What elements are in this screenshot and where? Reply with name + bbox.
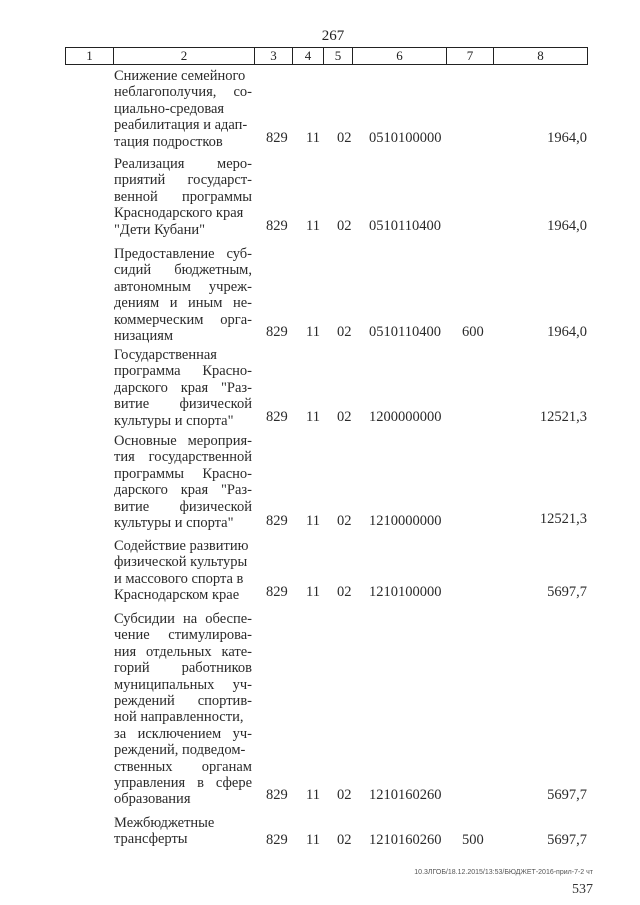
description-line: ния отдельных кате- [114,643,252,660]
description-line: программы Красно- [114,465,252,482]
description-line: реабилитация и адап- [114,117,248,134]
target-article-code: 1210160260 [369,787,442,803]
description-line: культуры и спорта" [114,412,234,429]
description-line: физической культуры [114,554,248,571]
amount: 1964,0 [547,218,587,234]
description-line: реждений, подведом- [114,742,246,759]
description-line: за исключением уч- [114,725,252,742]
ministry-code: 829 [266,218,288,234]
column-number-header [65,47,588,65]
description-line: программа Красно- [114,363,252,380]
row-description [114,538,252,604]
ministry-code: 829 [266,324,288,340]
description-line: приятий государст- [114,172,252,189]
description-line: венной программы [114,188,252,205]
column-number-5: 5 [324,48,353,65]
expense-type-code: 500 [462,832,484,848]
row-description [114,156,252,238]
target-article-code: 0510100000 [369,130,442,146]
section-code: 11 [306,584,320,600]
description-line: реждений спортив- [114,693,252,710]
description-line: дениям и иным не- [114,295,252,312]
description-line: Снижение семейного [114,68,246,84]
target-article-code: 1210160260 [369,832,442,848]
amount: 1964,0 [547,130,587,146]
row-description [114,815,252,848]
ministry-code: 829 [266,787,288,803]
section-code: 11 [306,130,320,146]
column-number-6: 6 [353,48,447,65]
description-line: Краснодарского края [114,205,244,222]
column-number-1: 1 [66,48,114,65]
description-line: горий работников [114,660,252,677]
column-number-4: 4 [293,48,324,65]
description-line: культуры и спорта" [114,515,234,532]
section-code: 11 [306,513,320,529]
subsection-code: 02 [337,832,352,848]
description-line: витие физической [114,396,252,413]
amount: 5697,7 [547,584,587,600]
footer-stamp: 10.3ЛГОБ/18.12.2015/13:53/БЮДЖЕТ-2016-прил-7-2 чт [414,869,593,876]
column-number-7: 7 [447,48,494,65]
description-line: Государственная [114,347,217,363]
page-number-top: 267 [321,28,345,44]
description-line: образования [114,791,191,808]
ministry-code: 829 [266,832,288,848]
subsection-code: 02 [337,787,352,803]
description-line: Реализация меро- [114,156,252,172]
description-line: и массового спорта в [114,570,244,587]
description-line: Краснодарском крае [114,587,240,604]
description-line: трансферты [114,831,188,848]
description-line: неблагополучия, со- [114,84,252,101]
description-line: Предоставление суб- [114,246,252,262]
description-line: чение стимулирова- [114,627,252,644]
row-description [114,611,252,808]
description-line: дарского края "Раз- [114,482,252,499]
ministry-code: 829 [266,409,288,425]
target-article-code: 0510110400 [369,324,441,340]
description-line: Субсидии на обеспе- [114,611,252,627]
section-code: 11 [306,787,320,803]
row-description [114,246,252,344]
description-line: тация подростков [114,133,223,150]
row-description [114,68,252,150]
description-line: Межбюджетные [114,815,215,831]
description-line: ной направленности, [114,709,244,726]
column-number-3: 3 [255,48,293,65]
description-line: сидий бюджетным, [114,262,252,279]
section-code: 11 [306,218,320,234]
column-number-8: 8 [494,48,588,65]
description-line: ственных органам [114,758,252,775]
target-article-code: 1200000000 [369,409,442,425]
ministry-code: 829 [266,513,288,529]
amount: 5697,7 [547,787,587,803]
section-code: 11 [306,832,320,848]
description-line: Содействие развитию [114,538,249,554]
subsection-code: 02 [337,130,352,146]
subsection-code: 02 [337,513,352,529]
subsection-code: 02 [337,324,352,340]
description-line: Основные мероприя- [114,433,252,449]
description-line: "Дети Кубани" [114,221,206,238]
description-line: автономным учреж- [114,278,252,295]
amount: 5697,7 [547,832,587,848]
description-line: муниципальных уч- [114,676,252,693]
row-description [114,433,252,531]
page-number-bottom: 537 [572,882,593,897]
amount: 1964,0 [547,324,587,340]
amount: 12521,3 [539,511,587,527]
target-article-code: 0510110400 [369,218,441,234]
amount: 12521,3 [539,409,587,425]
ministry-code: 829 [266,584,288,600]
description-line: коммерческим орга- [114,311,252,328]
description-line: низациям [114,328,174,345]
ministry-code: 829 [266,130,288,146]
expense-type-code: 600 [462,324,484,340]
column-number-2: 2 [114,48,255,65]
description-line: витие физической [114,498,252,515]
subsection-code: 02 [337,584,352,600]
description-line: тия государственной [114,449,252,466]
row-description [114,347,252,429]
target-article-code: 1210100000 [369,584,442,600]
subsection-code: 02 [337,218,352,234]
section-code: 11 [306,324,320,340]
subsection-code: 02 [337,409,352,425]
description-line: управления в сфере [114,775,252,792]
description-line: дарского края "Раз- [114,379,252,396]
target-article-code: 1210000000 [369,513,442,529]
description-line: циально-средовая [114,100,225,117]
section-code: 11 [306,409,320,425]
